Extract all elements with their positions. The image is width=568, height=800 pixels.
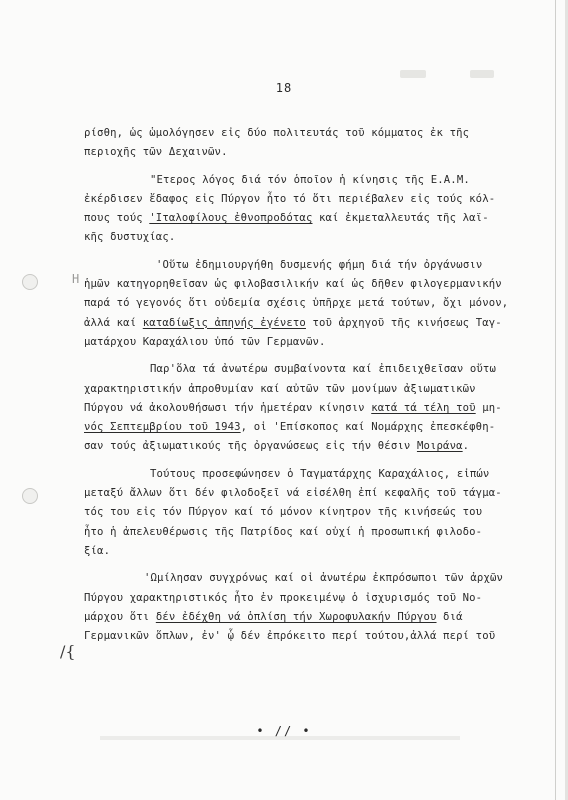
text-line: νός Σεπτεμβρίου τοῦ 1943, οἱ 'Επίσκοπος καί Νομάρχης ἐπεσκέφθη- — [84, 421, 496, 434]
typed-text — [84, 124, 534, 646]
underlined-phrase: Μοιράνα — [416, 440, 463, 453]
text-line: Πύργου νά ἀκολουθήσωσι τήν ἡμετέραν κίνησιν κατά τά τέλη τοῦ μη- — [84, 401, 502, 414]
text-line: ἡμῶν κατηγορηθεῖσαν ὡς φιλοβασιλικήν καί ὡς δῆθεν φιλογερμανικήν — [84, 278, 502, 291]
margin-annotation-bracket: /{ — [60, 642, 76, 661]
text-line: σαν τούς ἀξιωματικούς τῆς ὀργανώσεως εἰς τήν θέσιν Μοιράνα. — [84, 440, 470, 453]
text-line: παρά τό γεγονός ὅτι οὐδεμία σχέσις ὑπῆρχε μετά τούτων, ὄχι μόνον, — [84, 297, 509, 310]
underlined-phrase: δέν ἐδέχθη νά ὁπλίση τήν Χωροφυλακήν Πύργου — [155, 610, 437, 623]
margin-annotation: H — [72, 272, 80, 286]
underlined-phrase: κατά τά τέλη τοῦ — [371, 401, 476, 414]
text-line: ματάρχου Καραχάλιου ὑπό τῶν Γερμανῶν. — [84, 335, 326, 348]
text-line: Παρ'ὅλα τά ἀνωτέρω συμβαίνοντα καί ἐπιδειχθεῖσαν οὕτω — [150, 363, 496, 376]
bleed-through-mark — [470, 70, 494, 78]
text-line: Τούτους προσεφώνησεν ὁ Ταγματάρχης Καραχάλιος, εἰπών — [150, 467, 490, 480]
page-number: 18 — [275, 81, 293, 95]
text-line: τός του εἰς τόν Πύργον καί τό μόνον κίνητρον τῆς κινήσεώς του — [84, 506, 483, 519]
page-edge — [555, 0, 556, 800]
text-line: ἀλλά καί καταδίωξις ἀπηνής ἐγένετο τοῦ ἀρχηγοῦ τῆς κινήσεως Ταγ- — [84, 316, 502, 329]
punch-hole — [22, 488, 38, 504]
text-line: πους τούς 'Ιταλοφίλους ἐθνοπροδότας καί ἐκμεταλλευτάς τῆς λαϊ- — [84, 212, 489, 225]
punch-hole — [22, 274, 38, 290]
text-line: χαρακτηριστικήν ἀπροθυμίαν καί αὐτῶν τῶν μονίμων ἀξιωματικῶν — [84, 382, 476, 395]
underlined-phrase: νός Σεπτεμβρίου τοῦ 1943 — [84, 421, 241, 434]
text-line: "Ετερος λόγος διά τόν ὁποῖον ἡ κίνησις τῆς Ε.Α.Μ. — [150, 173, 470, 186]
underlined-phrase: 'Ιταλοφίλους ἐθνοπροδότας — [149, 212, 313, 225]
text-line: περιοχῆς τῶν Δεχαινῶν. — [84, 146, 228, 159]
bleed-through-mark — [400, 70, 426, 78]
text-line: ρίσθη, ὡς ὡμολόγησεν εἰς δύο πολιτευτάς τοῦ κόμματος ἐκ τῆς — [84, 127, 470, 139]
text-line: κῆς δυστυχίας. — [84, 231, 176, 244]
text-line: ἐκέρδισεν ἔδαφος εἰς Πύργον ἦτο τό ὅτι περιέβαλεν εἰς τούς κόλ- — [84, 192, 496, 205]
text-line: μάρχου ὅτι δέν ἐδέχθη νά ὁπλίση τήν Χωροφυλακήν Πύργου διά — [84, 610, 463, 623]
text-line: Πύργου χαρακτηριστικός ἦτο ἐν προκειμένῳ ὁ ἰσχυρισμός τοῦ Νο- — [84, 591, 483, 604]
text-line: 'Οὕτω ἐδημιουργήθη δυσμενής φήμη διά τήν ὀργάνωσιν — [156, 258, 483, 271]
text-line: 'Ωμίλησαν συγχρόνως καί οἱ ἀνωτέρω ἐκπρόσωποι τῶν ἀρχῶν — [144, 572, 504, 585]
text-line: μεταξύ ἄλλων ὅτι δέν φιλοδοξεῖ νά εἰσέλθη ἐπί κεφαλῆς τοῦ τάγμα- — [84, 487, 502, 500]
footer-mark: • // • — [256, 724, 312, 738]
text-line: ξία. — [84, 544, 111, 557]
text-line: Γερμανικῶν ὅπλων, ἐν' ᾧ δέν ἐπρόκειτο περί τούτου,ἀλλά περί τοῦ — [84, 630, 496, 643]
underlined-phrase: καταδίωξις ἀπηνής ἐγένετο — [142, 316, 306, 329]
text-line: ἦτο ἡ ἀπελευθέρωσις τῆς Πατρίδος καί οὐχί ἡ προσωπική φιλοδο- — [84, 525, 483, 538]
